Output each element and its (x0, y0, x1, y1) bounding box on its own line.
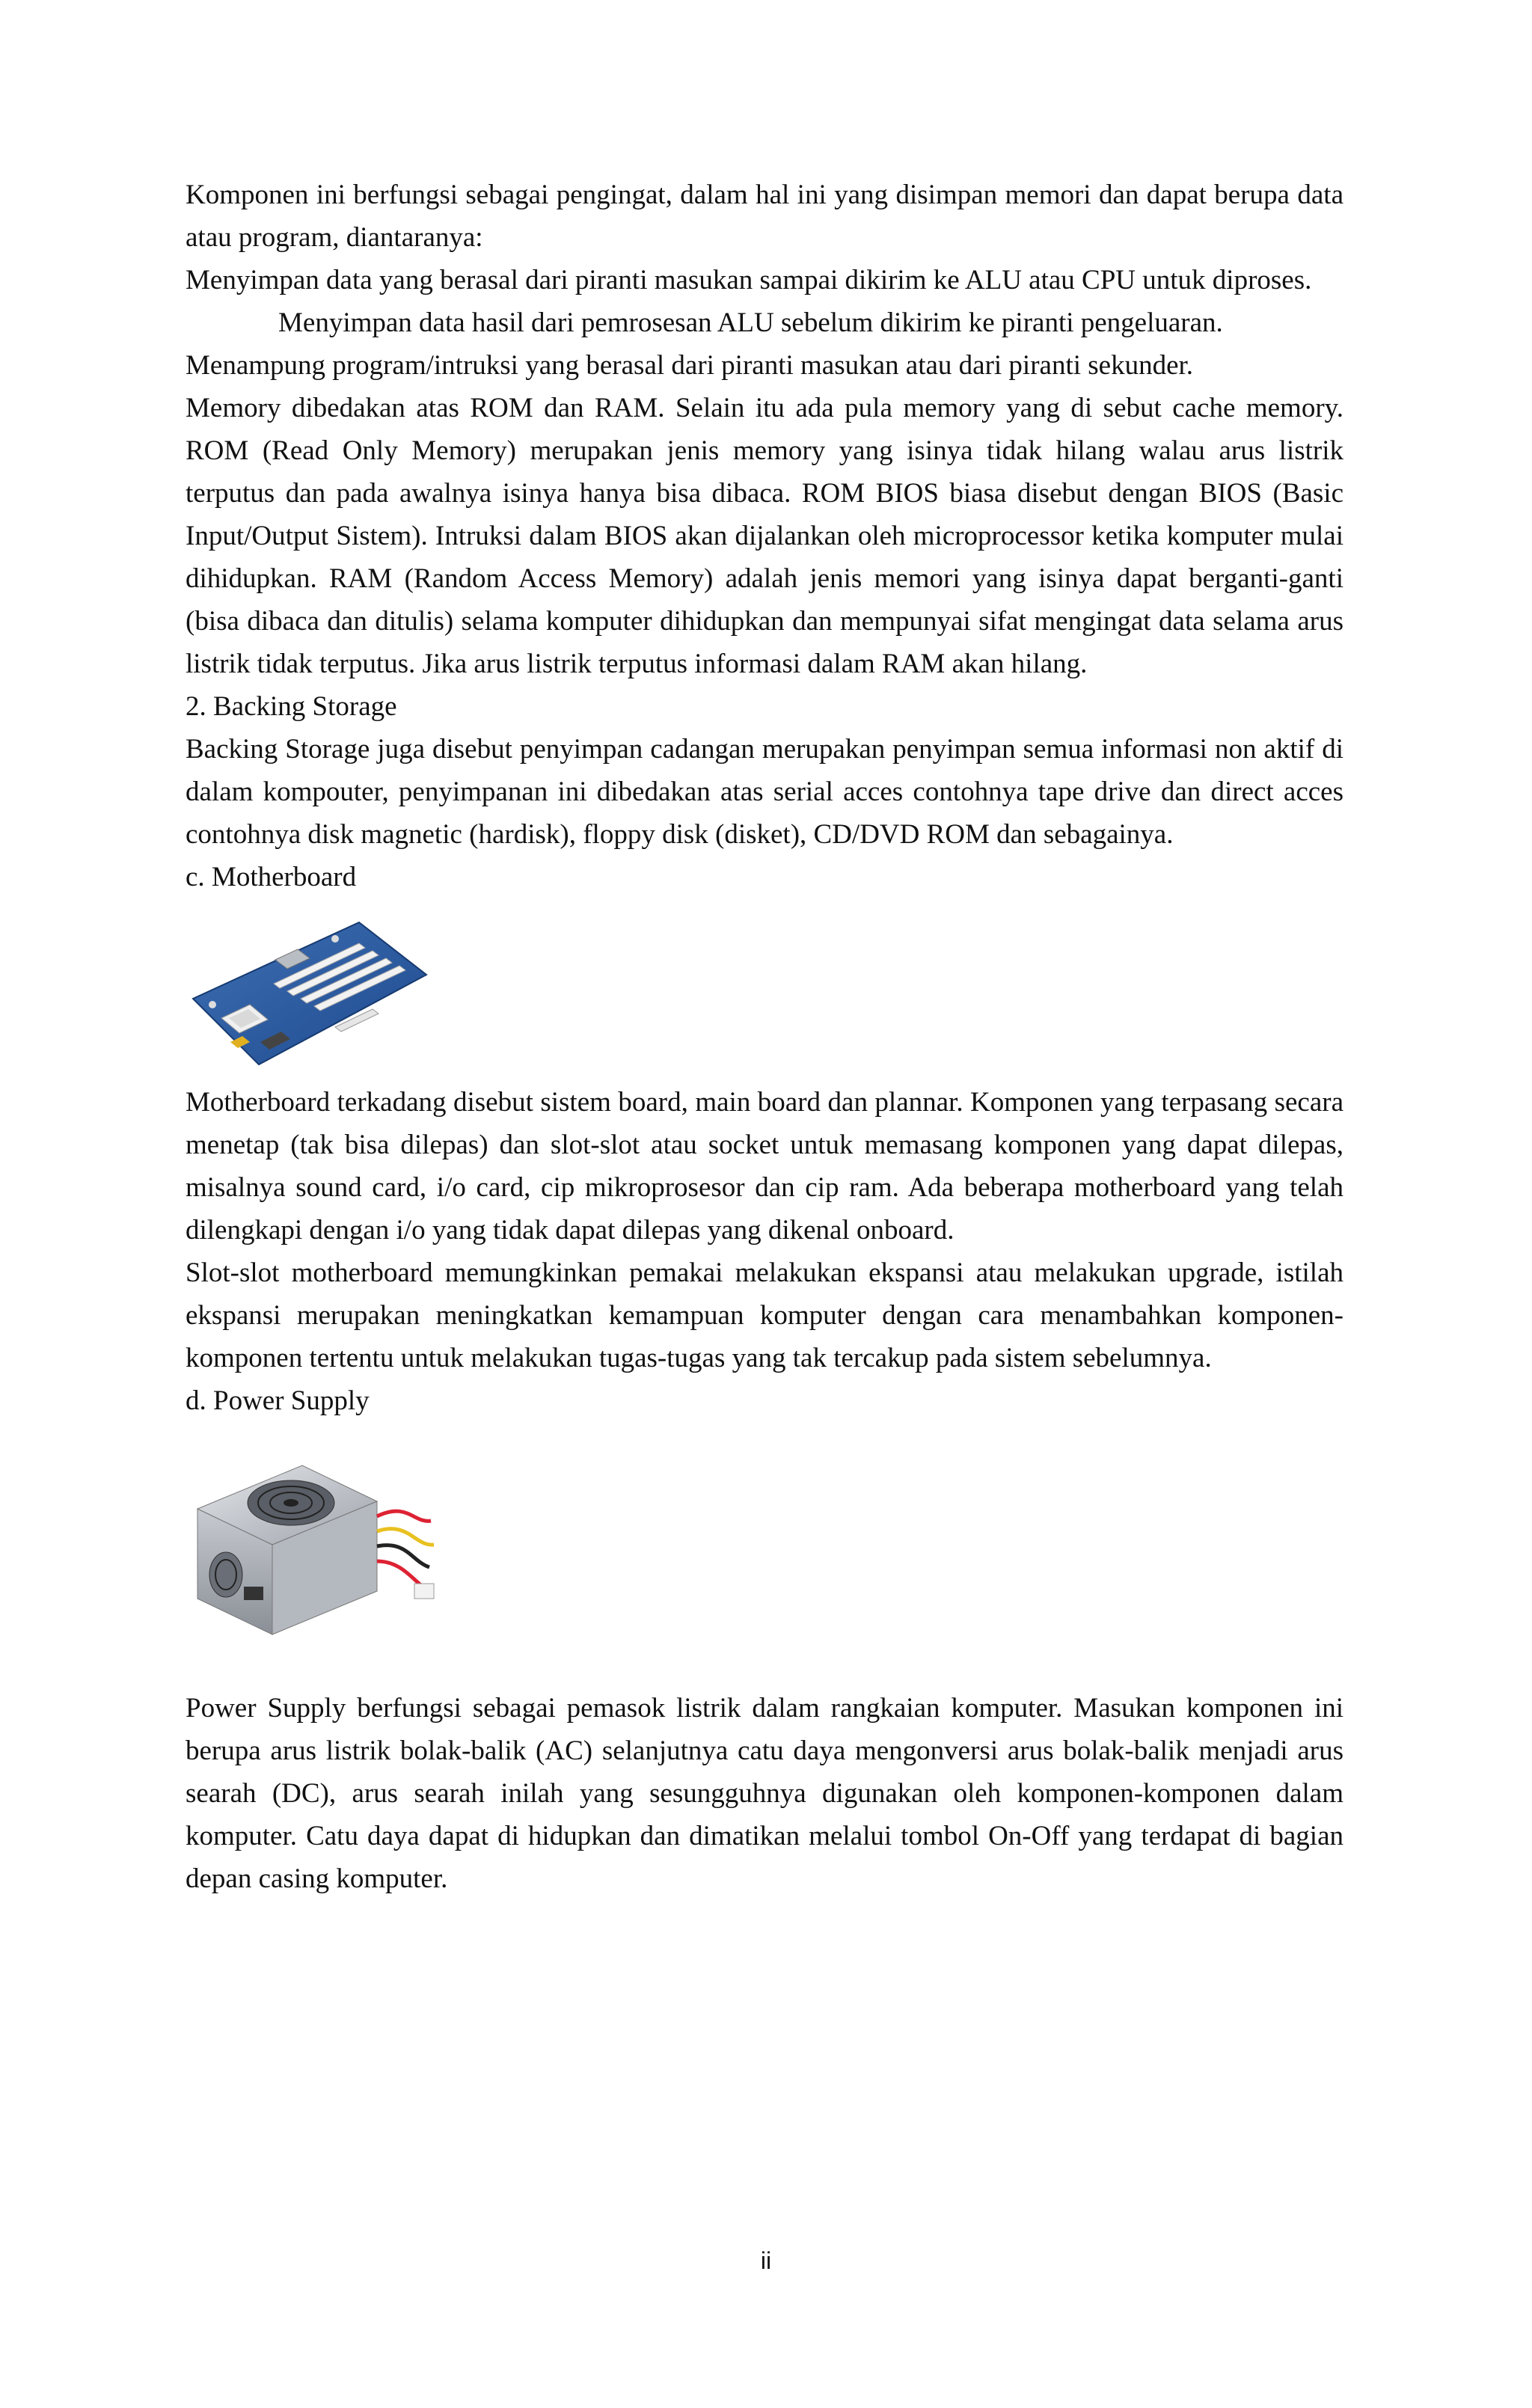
paragraph-store-input: Menyimpan data yang berasal dari piranti masukan sampai dikirim ke ALU atau CPU untuk diproses. (186, 265, 1312, 295)
page-number: ii (760, 2247, 772, 2274)
page-content (186, 174, 1343, 1900)
paragraph-memory-intro: Komponen ini berfungsi sebagai pengingat, dalam hal ini yang disimpan memori dan dapat berupa data atau program, diantaranya: (186, 180, 1343, 253)
heading-backing-storage: 2. Backing Storage (186, 691, 397, 722)
motherboard-image (186, 915, 432, 1072)
heading-power-supply: d. Power Supply (186, 1385, 370, 1416)
power-supply-image (190, 1449, 444, 1643)
paragraph-rom-ram: Memory dibedakan atas ROM dan RAM. Selain itu ada pula memory yang di sebut cache memory. ROM (Read Only Memory) merupakan jenis memory yang isinya tidak hilang walau arus listrik terputus dan pada awalnya isinya hanya bisa dibaca. ROM BIOS biasa disebut dengan BIOS (Basic Input/Output Sistem). Intruksi dalam BIOS akan dijalankan oleh microprocessor ketika komputer mulai dihidupkan. RAM (Random Access Memory) adalah jenis memori yang isinya dapat berganti-ganti (bisa dibaca dan ditulis) selama komputer dihidupkan dan mempunyai sifat mengingat data selama arus listrik tidak terputus. Jika arus listrik terputus informasi dalam RAM akan hilang. (186, 393, 1343, 679)
paragraph-expansion-slots: Slot-slot motherboard memungkinkan pemakai melakukan ekspansi atau melakukan upgrade, istilah ekspansi merupakan meningkatkan kemampuan komputer dengan cara menambahkan komponen-komponen tertentu untuk melakukan tugas-tugas yang tak tercakup pada sistem sebelumnya. (186, 1257, 1343, 1373)
paragraph-hold-program: Menampung program/intruksi yang berasal dari piranti masukan atau dari piranti sekunder. (186, 350, 1194, 381)
heading-motherboard: c. Motherboard (186, 862, 357, 892)
paragraph-motherboard: Motherboard terkadang disebut sistem board, main board dan plannar. Komponen yang terpasang secara menetap (tak bisa dilepas) dan slot-slot atau socket untuk memasang komponen yang dapat dilepas, misalnya sound card, i/o card, cip mikroprosesor dan cip ram. Ada beberapa motherboard yang telah dilengkapi dengan i/o yang tidak dapat dilepas yang dikenal onboard. (186, 1087, 1343, 1246)
paragraph-power-supply: Power Supply berfungsi sebagai pemasok listrik dalam rangkaian komputer. Masukan komponen ini berupa arus listrik bolak-balik (AC) selanjutnya catu daya mengonversi arus bolak-balik menjadi arus searah (DC), arus searah inilah yang sesungguhnya digunakan oleh komponen-komponen dalam komputer. Catu daya dapat di hidupkan dan dimatikan melalui tombol On-Off yang terdapat di bagian depan casing komputer. (186, 1693, 1343, 1894)
paragraph-store-output: Menyimpan data hasil dari pemrosesan ALU sebelum dikirim ke piranti pengeluaran. (278, 307, 1223, 338)
paragraph-backing-storage: Backing Storage juga disebut penyimpan cadangan merupakan penyimpan semua informasi non aktif di dalam kompouter, penyimpanan ini dibedakan atas serial acces contohnya tape drive dan direct acces contohnya disk magnetic (hardisk), floppy disk (disket), CD/DVD ROM dan sebagainya. (186, 734, 1343, 850)
